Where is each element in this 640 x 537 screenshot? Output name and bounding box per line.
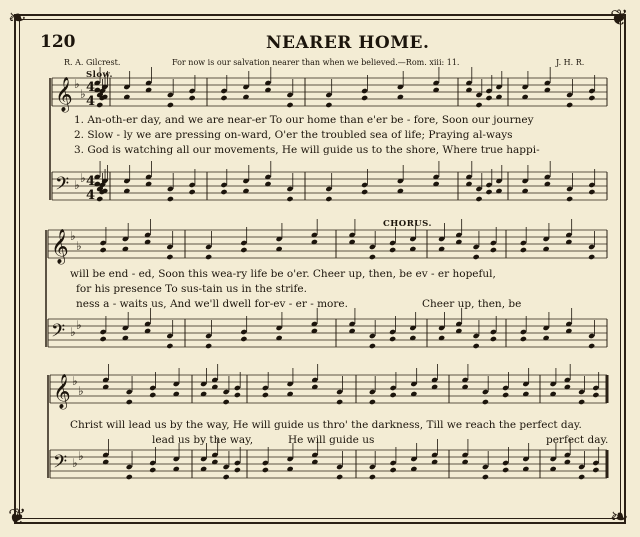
system2-lyric-line3a: ness a - waits us, And we'll dwell for-ev - er - more. <box>76 298 348 310</box>
key-flat: ♭ <box>76 239 82 253</box>
notehead <box>520 336 527 342</box>
notehead <box>361 95 368 101</box>
system2-lyric-line1: will be end - ed, Soon this wea-ry life be o'er. Cheer up, then, be ev - er hopeful, <box>70 268 496 280</box>
notehead <box>502 467 509 473</box>
system3-lyric-line2c: perfect day. <box>546 434 609 446</box>
notehead <box>189 95 196 101</box>
notehead <box>234 392 241 398</box>
notehead <box>149 467 156 473</box>
notehead <box>126 399 133 405</box>
key-flat: ♭ <box>78 384 84 398</box>
notehead <box>578 474 585 480</box>
notehead <box>100 336 107 342</box>
notehead <box>286 196 293 202</box>
notehead <box>166 343 173 349</box>
verse-3-lyric: 3. God is watching all our movements, He will guide us to the shore, Where true happi- <box>74 144 540 156</box>
notehead <box>485 189 492 195</box>
notehead <box>390 467 397 473</box>
notehead <box>100 247 107 253</box>
notehead <box>475 102 482 108</box>
notehead <box>96 196 103 202</box>
bass-clef: 𝄢 <box>51 321 66 346</box>
notehead <box>592 467 599 473</box>
notehead <box>223 399 230 405</box>
notehead <box>588 343 595 349</box>
bass-clef: 𝄢 <box>53 452 68 477</box>
notehead <box>588 254 595 260</box>
bass-clef: 𝄢 <box>55 174 70 199</box>
notehead <box>566 102 573 108</box>
key-flat: ♭ <box>72 374 78 388</box>
page-number: 120 <box>40 32 76 52</box>
key-flat: ♭ <box>70 229 76 243</box>
notehead <box>240 247 247 253</box>
notehead <box>189 189 196 195</box>
key-flat: ♭ <box>70 325 76 339</box>
time-signature-top: 4 <box>86 80 96 95</box>
notehead <box>588 189 595 195</box>
notehead <box>240 336 247 342</box>
hymn-title: NEARER HOME. <box>266 33 430 53</box>
notehead <box>389 247 396 253</box>
time-signature-bottom: 4 <box>86 188 96 203</box>
key-flat: ♭ <box>74 178 80 192</box>
notehead <box>325 196 332 202</box>
notehead <box>490 336 497 342</box>
notehead <box>475 196 482 202</box>
verse-2-lyric: 2. Slow - ly we are pressing on-ward, O'er the troubled sea of life; Praying al-ways <box>74 129 513 141</box>
corner-ornament-top-right: ❦ <box>610 6 629 31</box>
system3-lyric-line2a: lead us by the way, <box>152 434 254 446</box>
notehead <box>490 247 497 253</box>
notehead <box>336 474 343 480</box>
notehead <box>126 474 133 480</box>
notehead <box>361 189 368 195</box>
notehead <box>220 95 227 101</box>
notehead <box>473 254 480 260</box>
verse-1-lyric: 1. An-oth-er day, and we are near-er To our home than e'er be - fore, Soon our journey <box>74 114 534 126</box>
treble-clef: 𝄞 <box>51 229 69 264</box>
system2-lyric-line2: for his presence To sus-tain us in the strife. <box>76 283 307 295</box>
notehead <box>96 102 103 108</box>
notehead <box>220 189 227 195</box>
notehead <box>592 392 599 398</box>
notehead <box>262 392 269 398</box>
chorus-label: CHORUS. <box>383 219 432 229</box>
corner-ornament-bottom-left: ❦ <box>8 505 27 530</box>
notehead <box>369 474 376 480</box>
notehead <box>485 95 492 101</box>
notehead <box>234 467 241 473</box>
key-flat: ♭ <box>76 318 82 332</box>
system3-lyric-line1: Christ will lead us by the way, He will guide us thro' the darkness, Till we reach the perfect day. <box>70 419 582 431</box>
key-flat: ♭ <box>74 77 80 91</box>
notehead <box>262 467 269 473</box>
notehead <box>336 399 343 405</box>
notehead <box>286 102 293 108</box>
notehead <box>223 474 230 480</box>
notehead <box>473 343 480 349</box>
treble-clef: 𝄞 <box>55 77 73 112</box>
notehead <box>588 95 595 101</box>
time-signature-top: 4 <box>86 174 96 189</box>
notehead <box>166 254 173 260</box>
notehead <box>369 399 376 405</box>
key-flat: ♭ <box>80 171 86 185</box>
notehead <box>205 343 212 349</box>
treble-clef: 𝄞 <box>53 374 71 409</box>
notehead <box>389 336 396 342</box>
key-flat: ♭ <box>80 87 86 101</box>
corner-ornament-bottom-right: ❧ <box>610 505 629 530</box>
notehead <box>205 254 212 260</box>
system2-lyric-line3b: Cheer up, then, be <box>422 298 522 310</box>
notehead <box>566 196 573 202</box>
notehead <box>325 102 332 108</box>
notehead <box>390 392 397 398</box>
notehead <box>167 102 174 108</box>
tempo-marking: Slow. <box>86 70 113 80</box>
notehead <box>520 247 527 253</box>
scripture-epigraph: For now is our salvation nearer than when we believed.—Rom. xiii: 11. <box>172 58 460 67</box>
key-flat: ♭ <box>72 456 78 470</box>
time-signature-bottom: 4 <box>86 94 96 109</box>
notehead <box>502 392 509 398</box>
notehead <box>482 474 489 480</box>
notehead <box>149 392 156 398</box>
notehead <box>578 399 585 405</box>
system3-lyric-line2b: He will guide us <box>288 434 375 446</box>
notehead <box>369 254 376 260</box>
composer-credit: J. H. R. <box>556 58 585 67</box>
notehead <box>482 399 489 405</box>
corner-ornament-top-left: ❧ <box>8 6 27 31</box>
notehead <box>369 343 376 349</box>
author-credit: R. A. Gilcrest. <box>64 58 121 67</box>
notehead <box>167 196 174 202</box>
key-flat: ♭ <box>78 449 84 463</box>
